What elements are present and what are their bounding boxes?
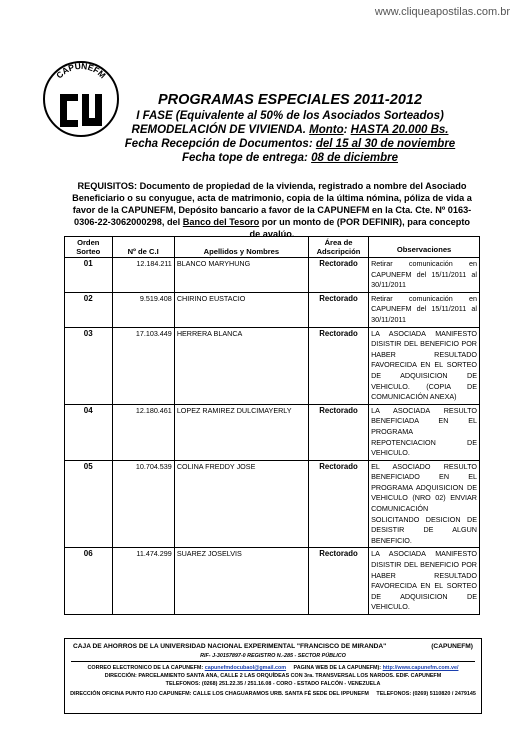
footer-address: DIRECCIÓN: PARCELAMIENTO SANTA ANA, CALLE 2 LAS ORQUÍDEAS CON 3ra. TRANSVERSAL LOS NARDOS. EDIF. CAPUNEFM <box>104 673 442 679</box>
cell-observaciones: LA ASOCIADA MANIFESTO DISISTIR DEL BENEFICIO POR HABER RESULTADO FAVORECIDA EN EL SORTEO DE ADQUISICION DE VEHICULO. <box>369 548 480 615</box>
cell-ci: 10.704.539 <box>112 460 174 548</box>
cell-area: Rectorado <box>308 404 368 460</box>
cell-observaciones: LA ASOCIADA MANIFESTO DISISTIR DEL BENEFICIO POR HABER RESULTADO FAVORECIDA EN EL SORTEO DE ADQUISICION DE VEHICULO. (COPIA DE COMUNICACIÓN ANEXA) <box>369 327 480 404</box>
reception-line: Fecha Recepción de Documentos: del 15 al 30 de noviembre <box>124 138 456 150</box>
table-row <box>65 258 480 293</box>
footer-divider <box>71 661 475 662</box>
cell-name: BLANCO MARYHUNG <box>174 258 308 293</box>
cell-orden: 02 <box>65 292 113 327</box>
cell-observaciones: Retirar comunicación en CAPUNEFM del 15/11/2011 al 30/11/2011 <box>369 258 480 293</box>
footer-email-link[interactable]: capunefmdocubaol@gmail.com <box>204 665 287 671</box>
bank-name: Banco del Tesoro <box>182 217 260 227</box>
cell-orden: 06 <box>65 548 113 615</box>
deadline-line: Fecha tope de entrega: 08 de diciembre <box>181 152 399 164</box>
table-row <box>65 460 480 548</box>
cell-ci: 9.519.408 <box>112 292 174 327</box>
cell-observaciones: Retirar comunicación en CAPUNEFM del 15/11/2011 al 30/11/2011 <box>369 292 480 327</box>
cell-area: Rectorado <box>308 460 368 548</box>
cell-ci: 12.180.461 <box>112 404 174 460</box>
requirements-label: REQUISITOS: <box>77 181 138 191</box>
cell-observaciones: LA ASOCIADA RESULTO BENEFICIADA EN EL PROGRAMA REPOTENCIACION DE VEHICULO. <box>369 404 480 460</box>
logo-text: CAPUNEFM <box>54 60 108 81</box>
cell-ci: 17.103.449 <box>112 327 174 404</box>
cell-area: Rectorado <box>308 327 368 404</box>
cell-orden: 04 <box>65 404 113 460</box>
header-name: Apellidos y Nombres <box>174 237 308 258</box>
footer-acronym: (CAPUNEFM) <box>431 643 473 650</box>
footer-phones: TELEFONOS: (0268) 251.22.35 / 251.16.08 - CORO - ESTADO FALCÓN - VENEZUELA <box>165 681 381 687</box>
cell-name: COLINA FREDDY JOSE <box>174 460 308 548</box>
header-orden: Orden Sorteo <box>65 237 113 258</box>
cell-area: Rectorado <box>308 292 368 327</box>
remodel-line: REMODELACIÓN DE VIVIENDA. Monto: HASTA 20.000 Bs. <box>131 124 449 136</box>
footer-web-link[interactable]: http://www.capunefm.com.ve/ <box>382 665 459 671</box>
table-header-row <box>65 237 480 258</box>
cell-area: Rectorado <box>308 548 368 615</box>
svg-text:CAPUNEFM <box>54 61 108 81</box>
cell-name: LOPEZ RAMIREZ DULCIMAYERLY <box>174 404 308 460</box>
watermark: www.cliqueapostilas.com.br <box>374 6 510 18</box>
cell-ci: 11.474.299 <box>112 548 174 615</box>
cell-orden: 03 <box>65 327 113 404</box>
capunefm-logo <box>42 60 120 138</box>
footer <box>64 638 482 714</box>
header-ci: Nº de C.I <box>112 237 174 258</box>
footer-rif: RIF- J-30157897-0 REGISTRO N.-285 - SECTOR PÚBLICO <box>200 653 346 659</box>
table-row <box>65 404 480 460</box>
header-area: Área de Adscripción <box>308 237 368 258</box>
phase-line: I FASE (Equivalente al 50% de los Asociados Sorteados) <box>136 110 444 122</box>
table-row <box>65 548 480 615</box>
table-row <box>65 292 480 327</box>
footer-office-line: DIRECCIÓN OFICINA PUNTO FIJO CAPUNEFM: CALLE LOS CHAGUARAMOS URB. SANTA FÉ SEDE DEL IPPUNEFM TELEFONOS: (0269) 5110820 / 2479145 <box>70 691 476 697</box>
footer-org: CAJA DE AHORROS DE LA UNIVERSIDAD NACIONAL EXPERIMENTAL "FRANCISCO DE MIRANDA" <box>73 643 387 650</box>
cell-ci: 12.184.211 <box>112 258 174 293</box>
header-observaciones: Observaciones <box>369 237 480 258</box>
beneficiaries-table <box>64 236 480 615</box>
footer-contact-line: CORREO ELECTRONICO DE LA CAPUNEFM: capunefmdocubaol@gmail.com PAGINA WEB DE LA CAPUNEFM): http://www.capunefm.com.ve/ <box>87 665 459 671</box>
requirements: REQUISITOS: Documento de propiedad de la vivienda, registrado a nombre del Asociado Beneficiario o su conyugue, acta de matrimonio, copia de la última nómina, póliza de vida a favor de la CAPUNEFM, Depósito bancario a favor de la CAPUNEFM en la Cta. Cte. Nº 0163-0306-22-3062000298, del Banco del Tesoro por un monto de (POR DEFINIR), para concepto de avalúo. <box>72 181 472 239</box>
cell-name: CHIRINO EUSTACIO <box>174 292 308 327</box>
cell-name: SUAREZ JOSELVIS <box>174 548 308 615</box>
footer-org-line <box>73 643 473 650</box>
cell-observaciones: EL ASOCIADO RESULTO BENEFICIADO EN EL PROGRAMA ADQUISICION DE VEHICULO (NRO 02) ENVIAR COMUNICACIÓN SOLICITANDO DESICION DE DESISTIR DE ALGUN BENEFICIO. <box>369 460 480 548</box>
cell-area: Rectorado <box>308 258 368 293</box>
cell-orden: 05 <box>65 460 113 548</box>
table-row <box>65 327 480 404</box>
cell-orden: 01 <box>65 258 113 293</box>
program-title: PROGRAMAS ESPECIALES 2011-2012 <box>157 92 423 108</box>
cell-name: HERRERA BLANCA <box>174 327 308 404</box>
